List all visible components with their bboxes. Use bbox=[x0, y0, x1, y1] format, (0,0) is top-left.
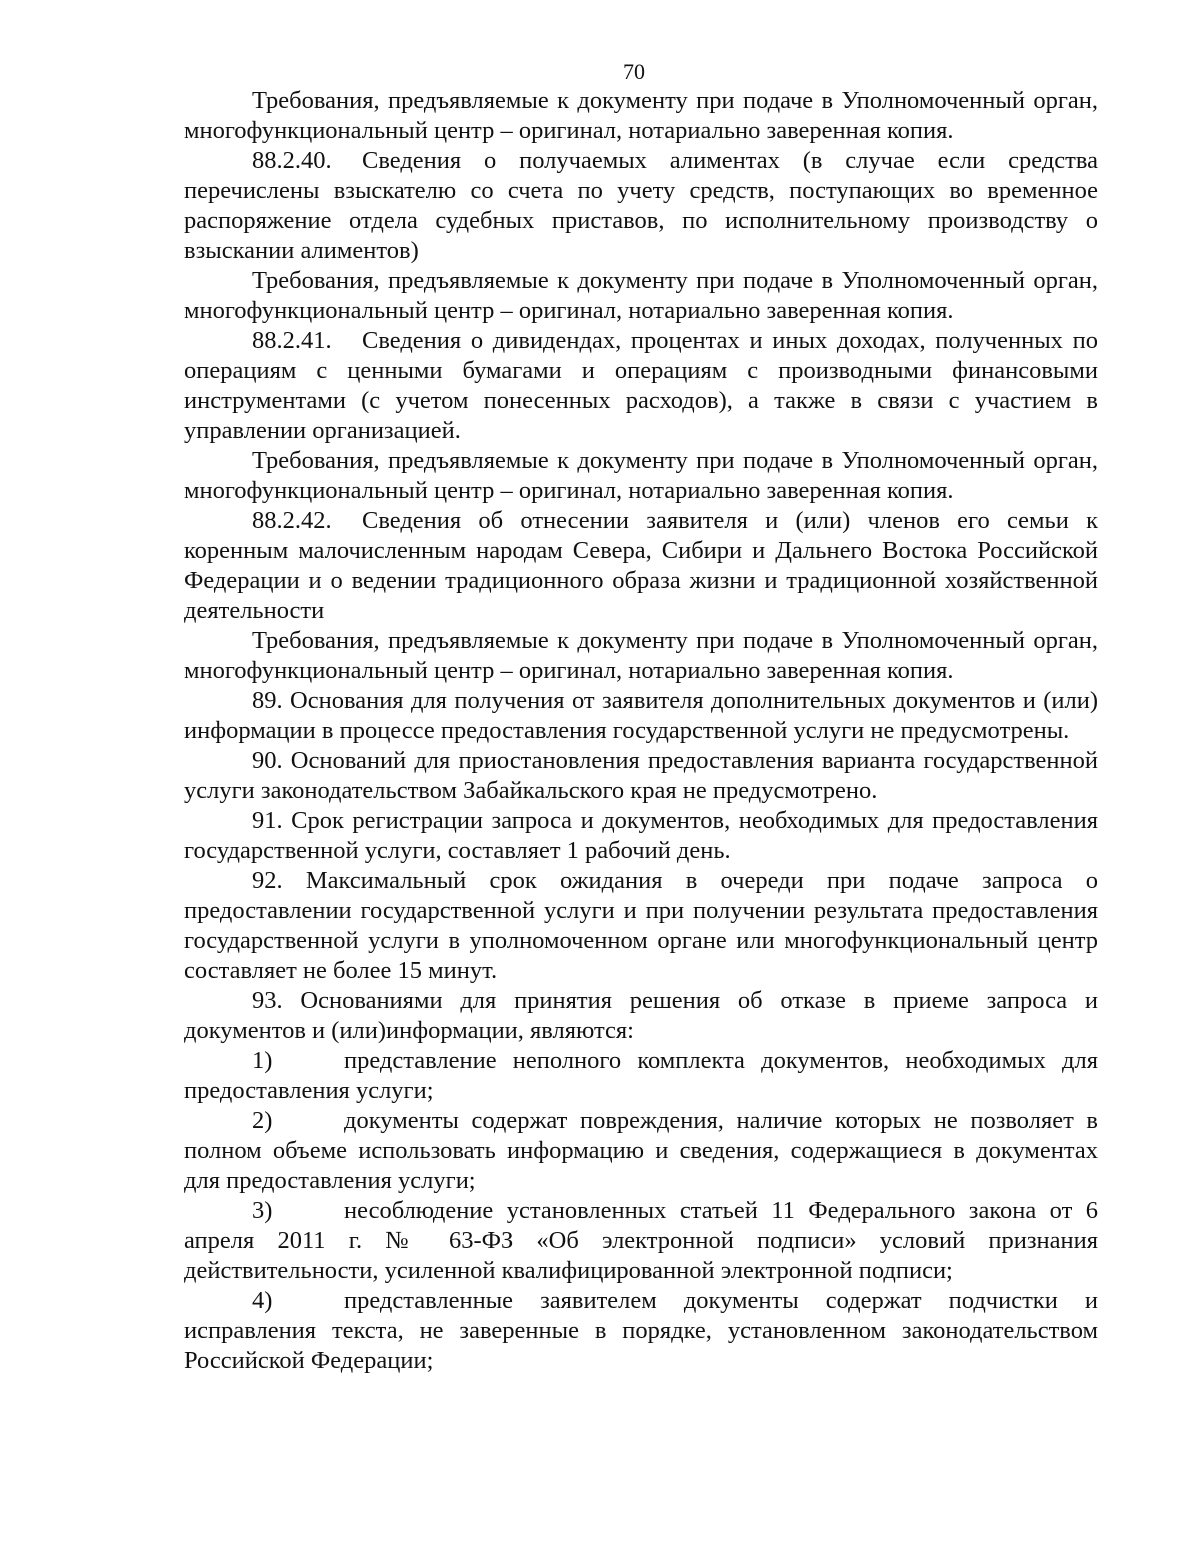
paragraph-requirements-2 bbox=[184, 266, 1098, 326]
paragraph-text: Требования, предъявляемые к документу при подаче в Уполномоченный орган, многофункциональный центр – оригинал, нотариально заверенная копия. bbox=[184, 267, 1098, 324]
paragraph-93 bbox=[184, 986, 1098, 1046]
paragraph-requirements-4 bbox=[184, 626, 1098, 686]
paragraph-text: Сведения об отнесении заявителя и (или) членов его семьи к коренным малочисленным народам Севера, Сибири и Дальнего Востока Российской Федерации и о ведении традиционного образа жизни и традиционной хозяйственной деятельности bbox=[184, 507, 1098, 624]
list-item-4 bbox=[184, 1286, 1098, 1376]
paragraph-text: Сведения о получаемых алиментах (в случае если средства перечислены взыскателю со счета по учету средств, поступающих во временное распоряжение отдела судебных приставов, по исполнительному производству о взыскании алиментов) bbox=[184, 147, 1098, 264]
paragraph-text: Требования, предъявляемые к документу при подаче в Уполномоченный орган, многофункциональный центр – оригинал, нотариально заверенная копия. bbox=[184, 627, 1098, 684]
paragraph-requirements-3 bbox=[184, 446, 1098, 506]
paragraph-88-2-42 bbox=[184, 506, 1098, 626]
paragraph-90 bbox=[184, 746, 1098, 806]
list-item-2 bbox=[184, 1106, 1098, 1196]
list-item-text: представление неполного комплекта документов, необходимых для предоставления услуги; bbox=[184, 1047, 1098, 1104]
paragraph-text: Сведения о дивидендах, процентах и иных доходах, полученных по операциям с ценными бумагами и операциям с производными финансовыми инструментами (с учетом понесенных расходов), а также в связи с участием в управлении организацией. bbox=[184, 327, 1098, 444]
paragraph-91 bbox=[184, 806, 1098, 866]
list-item-3 bbox=[184, 1196, 1098, 1286]
paragraph-text: 91. Срок регистрации запроса и документов, необходимых для предоставления государственной услуги, составляет 1 рабочий день. bbox=[184, 807, 1098, 864]
list-item-text: несоблюдение установленных статьей 11 Федерального закона от 6 апреля 2011 г. № 63-ФЗ «Об электронной подписи» условий признания действительности, усиленной квалифицированной электронной подписи; bbox=[184, 1197, 1098, 1284]
paragraph-text: Требования, предъявляемые к документу при подаче в Уполномоченный орган, многофункциональный центр – оригинал, нотариально заверенная копия. bbox=[184, 447, 1098, 504]
paragraph-text: 92. Максимальный срок ожидания в очереди при подаче запроса о предоставлении государственной услуги и при получении результата предоставления государственной услуги в уполномоченном органе или многофункциональный центр составляет не более 15 минут. bbox=[184, 867, 1098, 984]
paragraph-92 bbox=[184, 866, 1098, 986]
clause-number: 88.2.40. bbox=[252, 147, 332, 174]
paragraph-text: 89. Основания для получения от заявителя дополнительных документов и (или) информации в процессе предоставления государственной услуги не предусмотрены. bbox=[184, 687, 1098, 744]
paragraph-88-2-40 bbox=[184, 146, 1098, 266]
paragraph-89 bbox=[184, 686, 1098, 746]
paragraph-88-2-41 bbox=[184, 326, 1098, 446]
list-marker: 4) bbox=[252, 1287, 273, 1314]
list-marker: 2) bbox=[252, 1107, 273, 1134]
list-marker: 1) bbox=[252, 1047, 273, 1074]
paragraph-requirements-1 bbox=[184, 86, 1098, 146]
paragraph-text: 90. Оснований для приостановления предоставления варианта государственной услуги законодательством Забайкальского края не предусмотрено. bbox=[184, 747, 1098, 804]
clause-number: 88.2.41. bbox=[252, 327, 332, 354]
paragraph-text: 93. Основаниями для принятия решения об отказе в приеме запроса и документов и (или)информации, являются: bbox=[184, 987, 1098, 1044]
list-item-text: представленные заявителем документы содержат подчистки и исправления текста, не заверенные в порядке, установленном законодательством Российской Федерации; bbox=[184, 1287, 1098, 1374]
document-body bbox=[184, 86, 1098, 1376]
paragraph-text: Требования, предъявляемые к документу при подаче в Уполномоченный орган, многофункциональный центр – оригинал, нотариально заверенная копия. bbox=[184, 87, 1098, 144]
page-number: 70 bbox=[623, 59, 645, 84]
clause-number: 88.2.42. bbox=[252, 507, 332, 534]
list-marker: 3) bbox=[252, 1197, 273, 1224]
list-item-text: документы содержат повреждения, наличие которых не позволяет в полном объеме использовать информацию и сведения, содержащиеся в документах для предоставления услуги; bbox=[184, 1107, 1098, 1194]
list-item-1 bbox=[184, 1046, 1098, 1106]
